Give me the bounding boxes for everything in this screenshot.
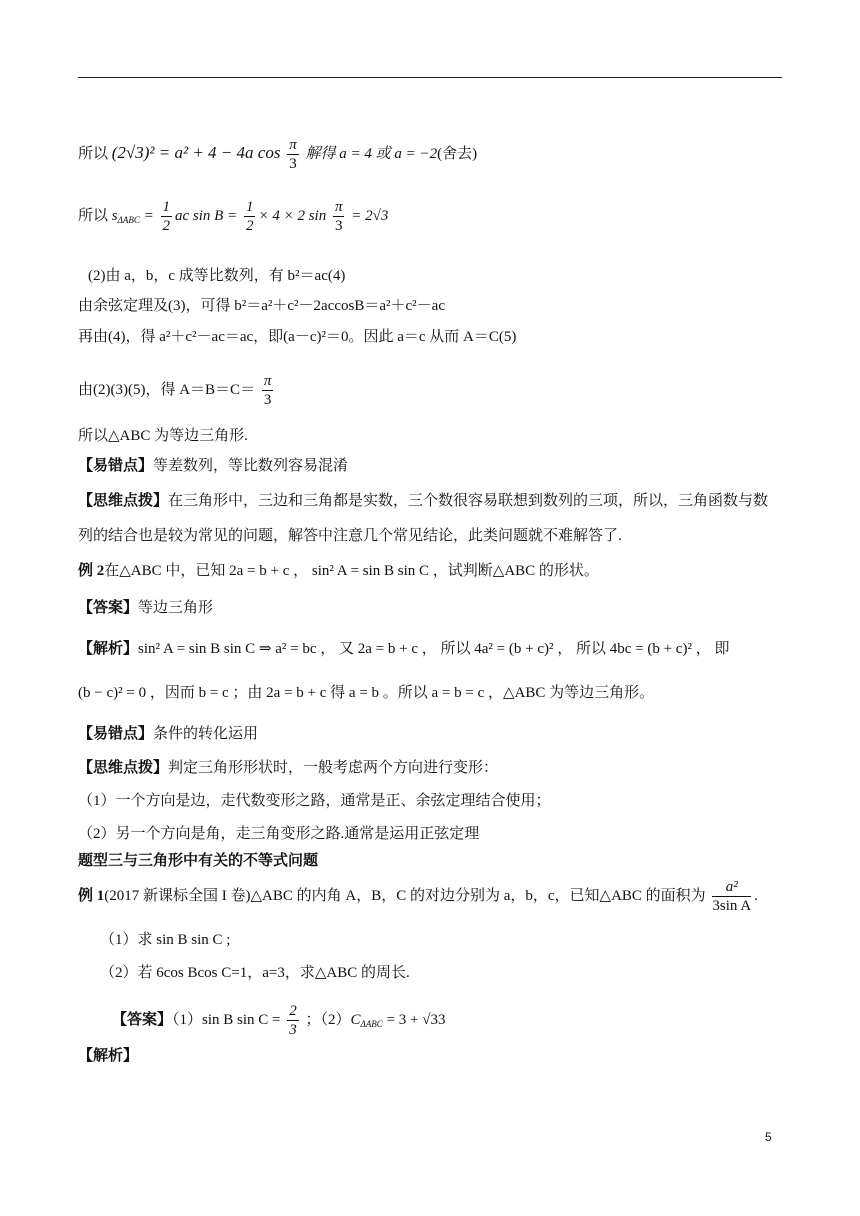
line-5: 再由(4)，得 a²＋c²－ac＝ac，即(a－c)²＝0。因此 a＝c 从而 A＝C(5) <box>78 329 517 345</box>
label: 【易错点】 <box>78 726 154 742</box>
line-8 <box>78 456 348 476</box>
line-7: 所以△ABC 为等边三角形. <box>78 428 248 444</box>
fraction: $\frac{\text{a²}}{\text{3sin A}}$ <box>712 879 752 914</box>
text: （1）sin B sin C = <box>172 1011 285 1028</box>
subscript: ΔABC <box>360 1018 383 1029</box>
fraction: $\frac{\pi}{3}$ <box>334 199 343 234</box>
fraction: $\frac{1}{2}$ <box>162 199 171 234</box>
label: 【解析】 <box>78 641 139 657</box>
equation: = <box>139 207 158 224</box>
equation: 解得 a = 4 或 a = −2 <box>305 145 438 162</box>
text: (2017 新课标全国 I 卷)△ABC 的内角 A，B，C 的对边分别为 a，b，c，已知△ABC 的面积为 <box>104 887 706 904</box>
line-17: （1）一个方向是边，走代数变形之路，通常是正、余弦定理结合使用； <box>78 793 551 809</box>
equation: s <box>111 207 118 224</box>
line-24: 【解析】 <box>78 1048 139 1064</box>
line-15 <box>78 724 258 744</box>
subscript: ΔABC <box>117 214 140 225</box>
label: 例 1 <box>78 887 105 904</box>
label: 【答案】 <box>112 1011 173 1028</box>
line-21: （1）求 sin B sin C ; <box>100 932 231 948</box>
fraction: $\frac{2}{3}$ <box>289 1003 297 1038</box>
line-16 <box>78 758 498 778</box>
line-2 <box>78 198 388 235</box>
equation: C <box>350 1011 361 1028</box>
text: sin² A = sin B sin C ⇒ a² = bc ， 又 2a = b + c ， 所以 4a² = (b + c)² ， 所以 4bc = (b + c)² ， 即 <box>138 641 730 657</box>
line-6 <box>78 372 276 409</box>
label: 【思维点拨】 <box>78 760 169 776</box>
text: 等差数列，等比数列容易混淆 <box>153 458 349 474</box>
fraction: $\frac{\pi}{3}$ <box>263 373 272 408</box>
line-1 <box>78 136 477 173</box>
line-11 <box>78 561 599 581</box>
text: 所以 <box>78 207 109 224</box>
line-10: 列的结合也是较为常见的问题，解答中注意几个常见结论，此类问题就不难解答了. <box>78 528 622 544</box>
line-3: (2)由 a，b，c 成等比数列，有 b²＝ac(4) <box>88 268 346 284</box>
line-13 <box>78 639 729 659</box>
fraction: $\frac{\pi}{3}$ <box>289 137 297 172</box>
text: 条件的转化运用 <box>153 726 259 742</box>
text: 判定三角形形状时，一般考虑两个方向进行变形： <box>168 760 499 776</box>
fraction: $\frac{1}{2}$ <box>245 199 254 234</box>
line-18: （2）另一个方向是角，走三角变形之路.通常是运用正弦定理 <box>78 826 480 842</box>
text: 在三角形中，三边和三角都是实数，三个数很容易联想到数列的三项，所以，三角函数与数 <box>168 493 769 509</box>
text: . <box>754 887 758 904</box>
text: (舍去) <box>437 145 478 162</box>
label: 【答案】 <box>78 600 139 616</box>
equation: = 3 + √33 <box>382 1011 446 1028</box>
line-4: 由余弦定理及(3)，可得 b²＝a²＋c²－2accosB＝a²＋c²－ac <box>78 298 445 314</box>
text: 所以 <box>78 145 109 162</box>
line-22: （2）若 6cos Bcos C=1，a=3，求△ABC 的周长. <box>100 965 410 981</box>
label: 例 2 <box>78 563 105 579</box>
line-20 <box>78 878 758 915</box>
line-9 <box>78 491 768 511</box>
equation: ac sin B = <box>175 207 241 224</box>
equation: = 2√3 <box>347 207 389 224</box>
text: 由(2)(3)(5)，得 A＝B＝C＝ <box>78 381 256 398</box>
equation: (2√3)² = a² + 4 − 4a cos <box>111 142 281 162</box>
label: 【思维点拨】 <box>78 493 169 509</box>
text: 等边三角形 <box>138 600 214 616</box>
label: 【易错点】 <box>78 458 154 474</box>
equation: × 4 × 2 sin <box>258 207 327 224</box>
line-12 <box>78 598 213 618</box>
header-rule <box>78 77 782 78</box>
line-23 <box>112 1002 445 1039</box>
text: ；（2） <box>301 1011 351 1028</box>
page-number: 5 <box>765 1130 772 1144</box>
line-14: (b − c)² = 0 ，因而 b = c ；由 2a = b + c 得 a = b 。所以 a = b = c ，△ABC 为等边三角形。 <box>78 685 655 701</box>
section-heading: 题型三与三角形中有关的不等式问题 <box>78 853 319 869</box>
text: 在△ABC 中，已知 2a = b + c ， sin² A = sin B sin C ，试判断△ABC 的形状。 <box>104 563 599 579</box>
